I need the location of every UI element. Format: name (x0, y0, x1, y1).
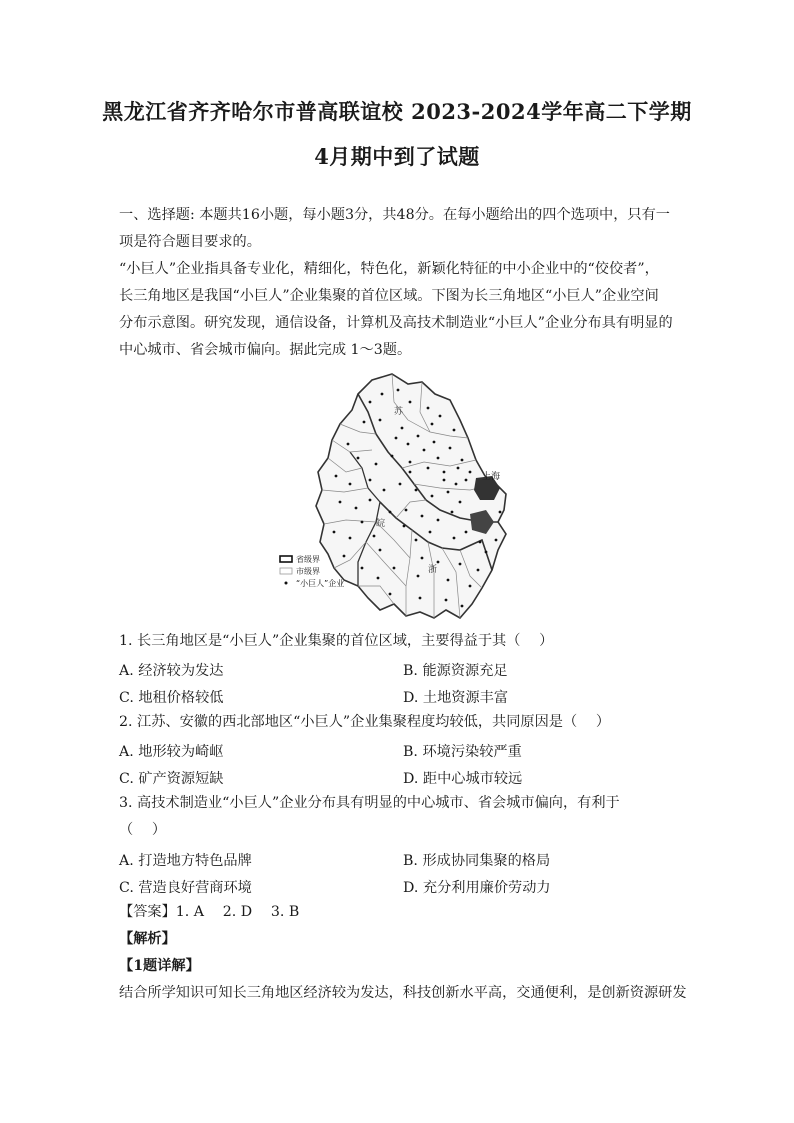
question-2-option-c: C. 矿产资源短缺 (119, 771, 224, 787)
answer-line: 【答案】1. A 2. D 3. B (119, 904, 300, 920)
detail-text: 结合所学知识可知长三角地区经济较为发达，科技创新水平高，交通便利，是创新资源研发 (119, 985, 687, 1001)
intro-line3: 分布示意图。研究发现，通信设备，计算机及高技术制造业“小巨人”企业分布具有明显的 (119, 315, 673, 331)
region-outline (316, 374, 506, 618)
question-3-stem-blank: （ ） (119, 822, 167, 838)
question-1-option-c: C. 地租价格较低 (119, 690, 224, 706)
svg-text:市级界: 市级界 (296, 567, 320, 576)
question-1-option-b: B. 能源资源充足 (403, 663, 508, 679)
question-1-option-d: D. 土地资源丰富 (403, 690, 509, 706)
question-1-stem: 1. 长三角地区是“小巨人”企业集聚的首位区域，主要得益于其（ ） (119, 633, 554, 649)
question-2-option-d: D. 距中心城市较远 (403, 771, 523, 787)
enterprise-distribution-map (296, 372, 515, 622)
question-3-option-b: B. 形成协同集聚的格局 (403, 853, 551, 869)
question-3-stem: 3. 高技术制造业“小巨人”企业分布具有明显的中心城市、省会城市偏向，有利于 (119, 795, 620, 811)
question-2-stem: 2. 江苏、安徽的西北部地区“小巨人”企业集聚程度均较低，共同原因是（ ） (119, 714, 611, 730)
section-heading-line1: 一、选择题: 本题共16小题，每小题3分，共48分。在每小题给出的四个选项中，只有一 (119, 207, 670, 223)
question-3-option-a: A. 打造地方特色品牌 (119, 853, 252, 869)
province-label-zhe: 浙 (428, 565, 438, 575)
detail-label: 【1题详解】 (119, 958, 200, 974)
section-heading-line2: 项是符合题目要求的。 (119, 234, 261, 250)
question-3-option-d: D. 充分利用廉价劳动力 (403, 880, 551, 896)
intro-line1: “小巨人”企业指具备专业化，精细化，特色化，新颖化特征的中小企业中的“佼佼者”， (119, 261, 659, 277)
question-3-option-c: C. 营造良好营商环境 (119, 880, 252, 896)
shanghai-label: 上海 (482, 472, 501, 482)
question-2-option-b: B. 环境污染较严重 (403, 744, 522, 760)
analysis-label: 【解析】 (119, 931, 176, 947)
svg-text:“小巨人”企业: “小巨人”企业 (296, 579, 345, 588)
intro-line4: 中心城市、省会城市偏向。据此完成 1～3题。 (119, 342, 412, 358)
province-label-su: 苏 (394, 407, 404, 417)
svg-text:省级界: 省级界 (296, 555, 320, 564)
intro-line2: 长三角地区是我国“小巨人”企业集聚的首位区域。下图为长三角地区“小巨人”企业空间 (119, 288, 659, 304)
question-1-option-a: A. 经济较为发达 (119, 663, 224, 679)
question-2-option-a: A. 地形较为崎岖 (119, 744, 224, 760)
document-title-line2: 4月期中到了试题 (314, 144, 480, 169)
province-label-wan: 皖 (376, 519, 386, 529)
document-title-line1: 黑龙江省齐齐哈尔市普高联谊校 2023-2024学年高二下学期 (102, 99, 692, 124)
